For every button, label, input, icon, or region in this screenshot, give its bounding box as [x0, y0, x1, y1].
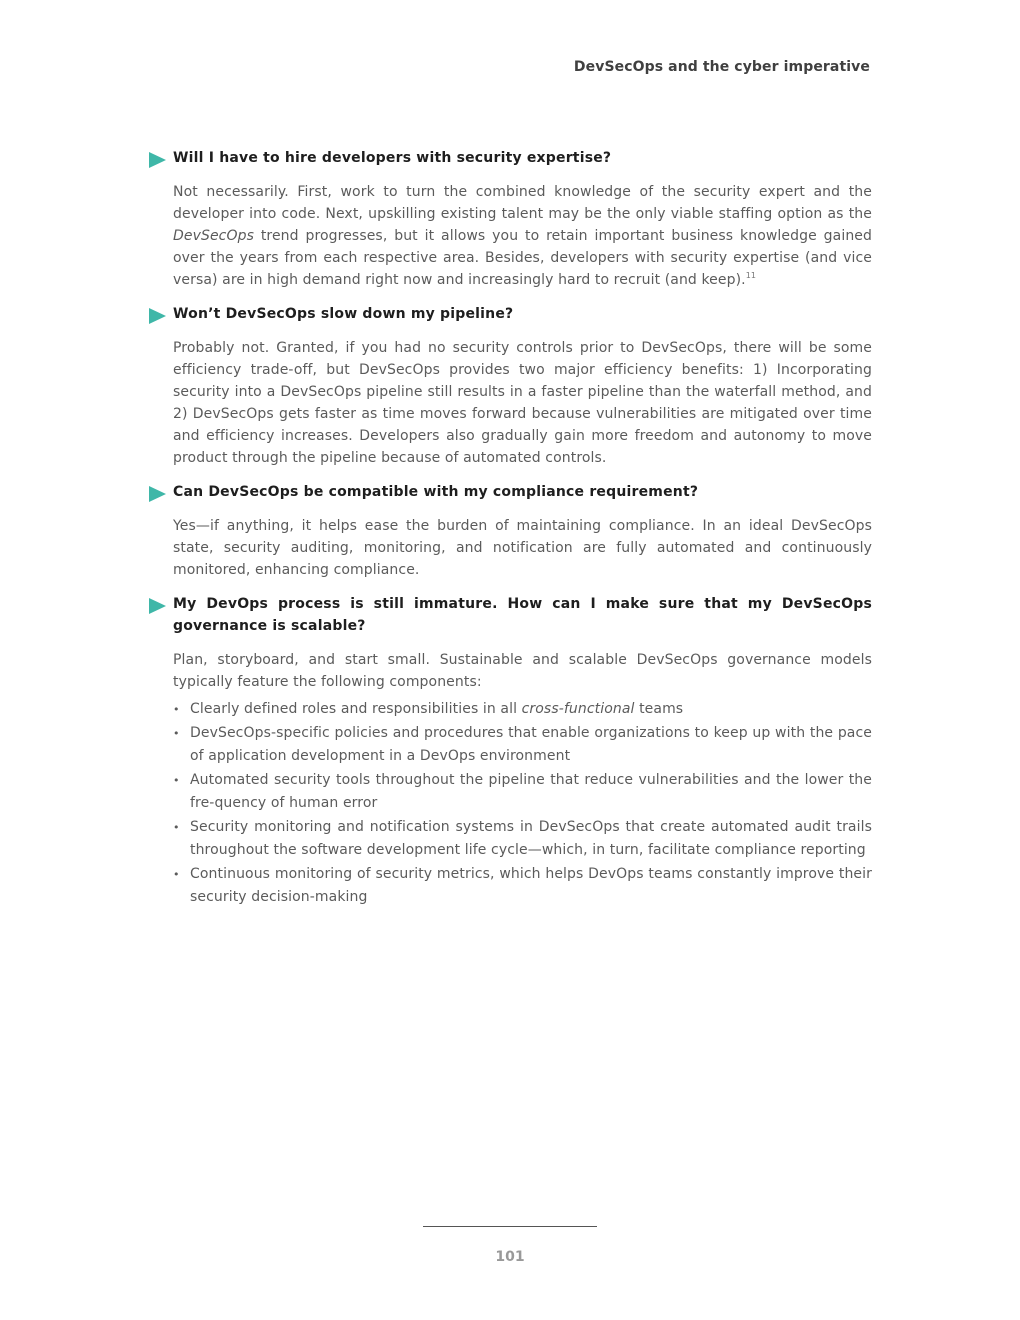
list-item [173, 863, 872, 910]
answer-text: Probably not. Granted, if you had no security controls prior to DevSecOps, there will be some efficiency trade-off, but DevSecOps provides two major efficiency benefits: 1) Incorporating security into a DevSecOps pipeline still results in a faster pipeline than the waterfall method, and 2) DevSecOps gets faster as time moves forward because vulnerabilities are mitigated over time and efficiency increases. Developers also gradually gain more freedom and autonomy to move product through the pipeline because of automated controls. [173, 340, 872, 466]
bullet-dot-icon: • [173, 703, 180, 716]
list-item-text: Automated security tools throughout the pipeline that reduce vulnerabilities and the lower the fre-quency of human error [190, 771, 872, 811]
footnote-reference[interactable]: 11 [745, 271, 757, 280]
list-item-text: DevSecOps-specific policies and procedures that enable organizations to keep up with the pace of application development in a DevOps environment [190, 724, 872, 764]
footer-divider [423, 1226, 597, 1227]
bullet-dot-icon: • [173, 867, 180, 881]
bullet-dot-icon: • [173, 726, 180, 740]
list-item [173, 722, 872, 769]
list-item-emphasis: cross-functional [521, 701, 635, 717]
qa-item [148, 303, 872, 469]
qa-content [148, 147, 872, 922]
answer-emphasis: DevSecOps [173, 228, 254, 244]
page-number: 101 [495, 1249, 525, 1265]
bullet-dot-icon: • [173, 773, 180, 787]
question-heading [148, 593, 872, 637]
triangle-arrow-icon [149, 486, 166, 502]
governance-components-list [148, 698, 872, 910]
triangle-arrow-icon [149, 152, 166, 168]
answer-paragraph [148, 649, 872, 693]
question-text: Won’t DevSecOps slow down my pipeline? [173, 306, 514, 322]
list-item-text: Continuous monitoring of security metrics, which helps DevOps teams constantly improve their security decision-making [190, 865, 872, 905]
qa-item [148, 593, 872, 910]
answer-paragraph [148, 515, 872, 581]
question-text: Will I have to hire developers with security expertise? [173, 150, 612, 166]
list-item-text: Security monitoring and notification systems in DevSecOps that create automated audit trails throughout the software development life cycle—which, in turn, facilitate compliance reporting [190, 818, 872, 858]
answer-text: Not necessarily. First, work to turn the combined knowledge of the security expert and the developer into code. Next, upskilling existing talent may be the only viable staffing option as the [173, 184, 872, 222]
list-item [173, 769, 872, 816]
answer-text: Yes—if anything, it helps ease the burden of maintaining compliance. In an ideal DevSecOps state, security auditing, monitoring, and notification are fully automated and continuously monitored, enhancing compliance. [173, 518, 872, 578]
question-heading [148, 481, 872, 503]
list-item-text: Clearly defined roles and responsibilities in all [190, 701, 522, 717]
bullet-dot-icon: • [173, 820, 180, 834]
list-item [173, 698, 872, 722]
qa-item [148, 147, 872, 291]
question-heading [148, 147, 872, 169]
list-item-text-continued: teams [634, 701, 684, 717]
answer-paragraph [148, 181, 872, 291]
question-text: Can DevSecOps be compatible with my compliance requirement? [173, 484, 699, 500]
answer-text-continued: trend progresses, but it allows you to retain important business knowledge gained over the years from each respective area. Besides, developers with security expertise (and vice versa) are in high demand right now and increasingly hard to recruit (and keep). [173, 228, 872, 288]
question-text: My DevOps process is still immature. How can I make sure that my DevSecOps governance is scalable? [173, 596, 872, 634]
answer-paragraph [148, 337, 872, 469]
running-header-title: DevSecOps and the cyber imperative [573, 59, 870, 75]
qa-item [148, 481, 872, 581]
answer-text: Plan, storyboard, and start small. Sustainable and scalable DevSecOps governance models typically feature the following components: [173, 652, 872, 690]
triangle-arrow-icon [149, 308, 166, 324]
question-heading [148, 303, 872, 325]
triangle-arrow-icon [149, 598, 166, 614]
list-item [173, 816, 872, 863]
